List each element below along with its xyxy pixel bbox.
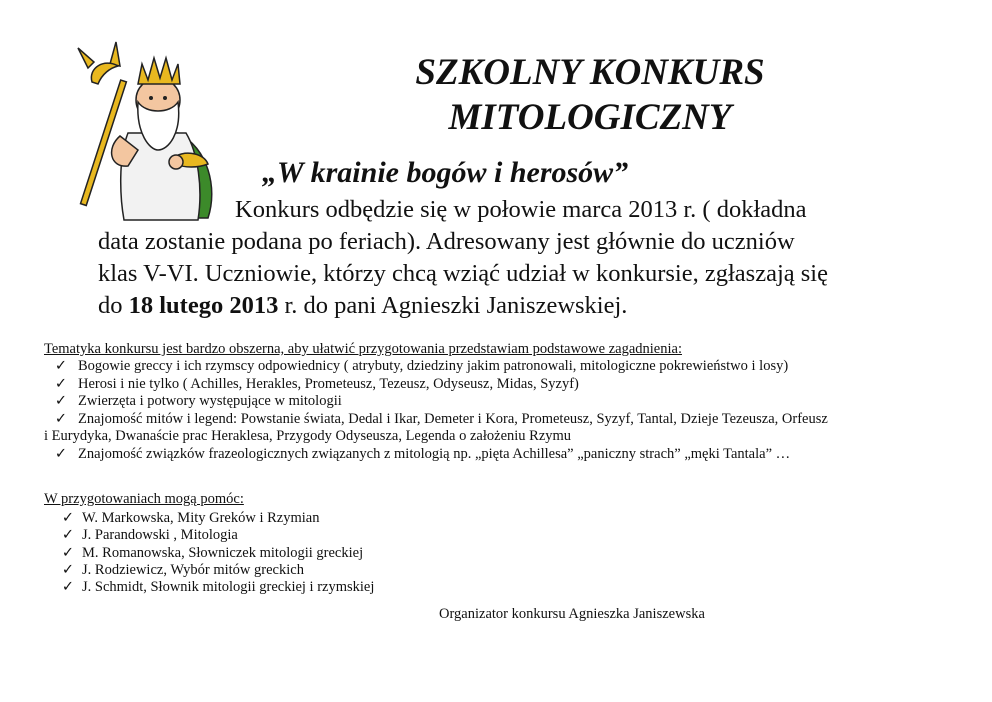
- help-list: [54, 510, 374, 596]
- list-item: ✓ Zwierzęta i potwory występujące w mitologii: [44, 393, 964, 411]
- deadline-date: 18 lutego 2013: [128, 292, 279, 319]
- topics-list: [44, 358, 964, 463]
- intro-line: Konkurs odbędzie się w połowie marca 2013 r. ( dokładna: [235, 196, 807, 223]
- checkmark-icon: ✓: [54, 410, 68, 427]
- intro-paragraph: [98, 194, 928, 322]
- checkmark-icon: ✓: [54, 393, 68, 409]
- list-item: ✓ W. Markowska, Mity Greków i Rzymian: [54, 510, 374, 527]
- organizer-signature: Organizator konkursu Agnieszka Janiszewska: [439, 606, 705, 622]
- list-item: ✓ J. Schmidt, Słownik mitologii greckiej i rzymskiej: [54, 579, 374, 596]
- checkmark-icon: ✓: [61, 579, 75, 596]
- list-item: ✓ Znajomość mitów i legend: Powstanie świata, Dedal i Ikar, Demeter i Kora, Prometeusz, Syzyf, Tantal, Dzieje Tezeusza, Orfeusz: [44, 411, 964, 429]
- page-title-line1: SZKOLNY KONKURS: [415, 52, 765, 93]
- page-title-line2: MITOLOGICZNY: [448, 97, 732, 138]
- intro-line: data zostanie podana po feriach). Adresowany jest głównie do uczniów: [98, 228, 795, 255]
- intro-line: do 18 lutego 2013 r. do pani Agnieszki Janiszewskiej.: [98, 292, 628, 319]
- intro-line: klas V-VI. Uczniowie, którzy chcą wziąć udział w konkursie, zgłaszają się: [98, 260, 828, 287]
- checkmark-icon: ✓: [61, 544, 75, 561]
- list-item: ✓ M. Romanowska, Słowniczek mitologii greckiej: [54, 545, 374, 562]
- topics-heading: Tematyka konkursu jest bardzo obszerna, aby ułatwić przygotowania przedstawiam podstawowe zagadnienia:: [44, 341, 682, 357]
- list-item-continuation: i Eurydyka, Dwanaście prac Heraklesa, Przygody Odyseusza, Legenda o założeniu Rzymu: [44, 428, 572, 444]
- list-item: ✓ Znajomość związków frazeologicznych związanych z mitologią np. „pięta Achillesa” „paniczny strach” „męki Tantala” …: [44, 446, 964, 464]
- help-heading: W przygotowaniach mogą pomóc:: [44, 491, 244, 507]
- checkmark-icon: ✓: [54, 375, 68, 392]
- list-item: ✓ J. Parandowski , Mitologia: [54, 527, 374, 544]
- checkmark-icon: ✓: [54, 358, 68, 374]
- page-subtitle: „W krainie bogów i herosów”: [262, 156, 629, 189]
- checkmark-icon: ✓: [61, 527, 75, 544]
- checkmark-icon: ✓: [61, 561, 75, 578]
- list-item: ✓ Herosi i nie tylko ( Achilles, Herakles, Prometeusz, Tezeusz, Odyseusz, Midas, Syzyf): [44, 376, 964, 394]
- list-item: ✓ Bogowie greccy i ich rzymscy odpowiednicy ( atrybuty, dziedziny jakim patronowali, mitologiczne pokrewieństwo i losy): [44, 358, 964, 376]
- list-item: ✓ J. Rodziewicz, Wybór mitów greckich: [54, 562, 374, 579]
- checkmark-icon: ✓: [54, 445, 68, 462]
- checkmark-icon: ✓: [61, 510, 75, 526]
